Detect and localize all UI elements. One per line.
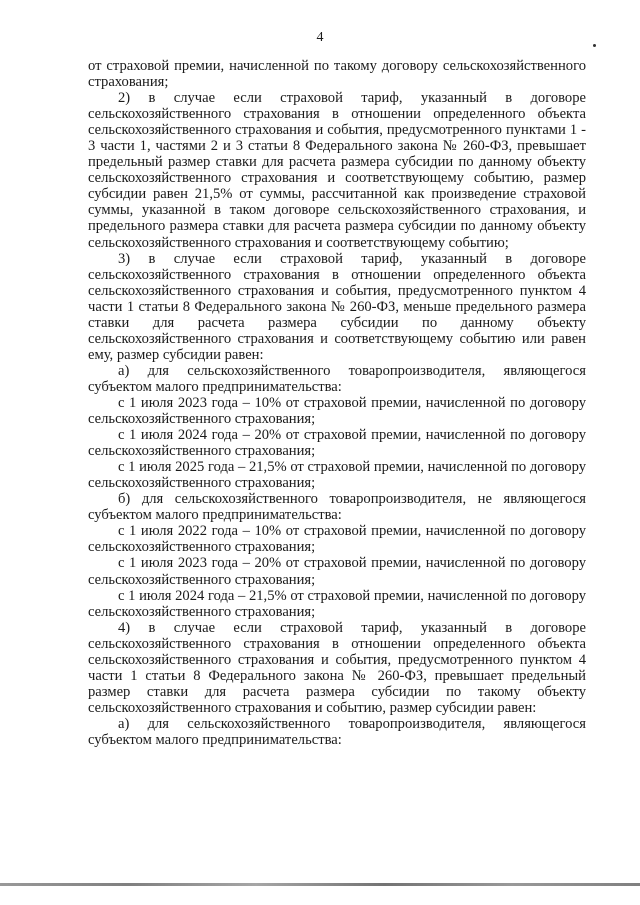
paragraph-rate-2023-b: с 1 июля 2023 года – 20% от страховой премии, начисленной по договору сельскохозяйственного страхования; (88, 555, 586, 588)
paragraph-rate-2024-b: с 1 июля 2024 года – 21,5% от страховой премии, начисленной по договору сельскохозяйственного страхования; (88, 587, 586, 620)
paragraph-item-3: 3) в случае если страховой тариф, указанный в договоре сельскохозяйственного страхования в отношении определенного объекта сельскохозяйственного страхования и события, предусмотренного пунктом 4 части 1 статьи 8 Федерального закона № 260-ФЗ, меньше предельного размера ставки для расчета размера субсидии по данному объекту сельскохозяйственного страхования и соответствующему событию или равен ему, размер субсидии равен: (88, 250, 586, 363)
paragraph-rate-2022: с 1 июля 2022 года – 10% от страховой премии, начисленной по договору сельскохозяйственного страхования; (88, 523, 586, 556)
paragraph-rate-2024: с 1 июля 2024 года – 20% от страховой премии, начисленной по договору сельскохозяйственного страхования; (88, 427, 586, 460)
paragraph-subitem-a-2: а) для сельскохозяйственного товаропроизводителя, являющегося субъектом малого предпринимательства: (88, 715, 586, 748)
paragraph-subitem-b: б) для сельскохозяйственного товаропроизводителя, не являющегося субъектом малого предпринимательства: (88, 491, 586, 524)
paragraph-item-2: 2) в случае если страховой тариф, указанный в договоре сельскохозяйственного страхования в отношении определенного объекта сельскохозяйственного страхования и события, предусмотренного пунктами 1 - 3 части 1, частями 2 и 3 статьи 8 Федерального закона № 260-ФЗ, превышает предельный размер ставки для расчета размера субсидии по данному объекту сельскохозяйственного страхования и соответствующему событию, размер субсидии равен 21,5% от суммы, рассчитанной как произведение страховой суммы, указанной в таком договоре сельскохозяйственного страхования, и предельного размера ставки для расчета размера субсидии по данному объекту сельскохозяйственного страхования и соответствующему событию; (88, 90, 586, 251)
paragraph-rate-2023: с 1 июля 2023 года – 10% от страховой премии, начисленной по договору сельскохозяйственного страхования; (88, 394, 586, 428)
document-body (88, 58, 586, 748)
paragraph-subitem-a: а) для сельскохозяйственного товаропроизводителя, являющегося субъектом малого предпринимательства: (88, 362, 586, 395)
paragraph-continuation: от страховой премии, начисленной по такому договору сельскохозяйственного страхования; (88, 58, 586, 91)
paragraph-item-4: 4) в случае если страховой тариф, указанный в договоре сельскохозяйственного страхования в отношении определенного объекта сельскохозяйственного страхования и события, предусмотренного пунктом 4 части 1 статьи 8 Федерального закона № 260-ФЗ, превышает предельный размер ставки для расчета размера субсидии по такому объекту сельскохозяйственного страхования и событию, размер субсидии равен: (88, 619, 586, 716)
paragraph-rate-2025: с 1 июля 2025 года – 21,5% от страховой премии, начисленной по договору сельскохозяйственного страхования; (88, 459, 586, 492)
scan-edge-line (0, 883, 640, 886)
scan-speck (593, 44, 596, 47)
page-number: 4 (316, 30, 324, 45)
